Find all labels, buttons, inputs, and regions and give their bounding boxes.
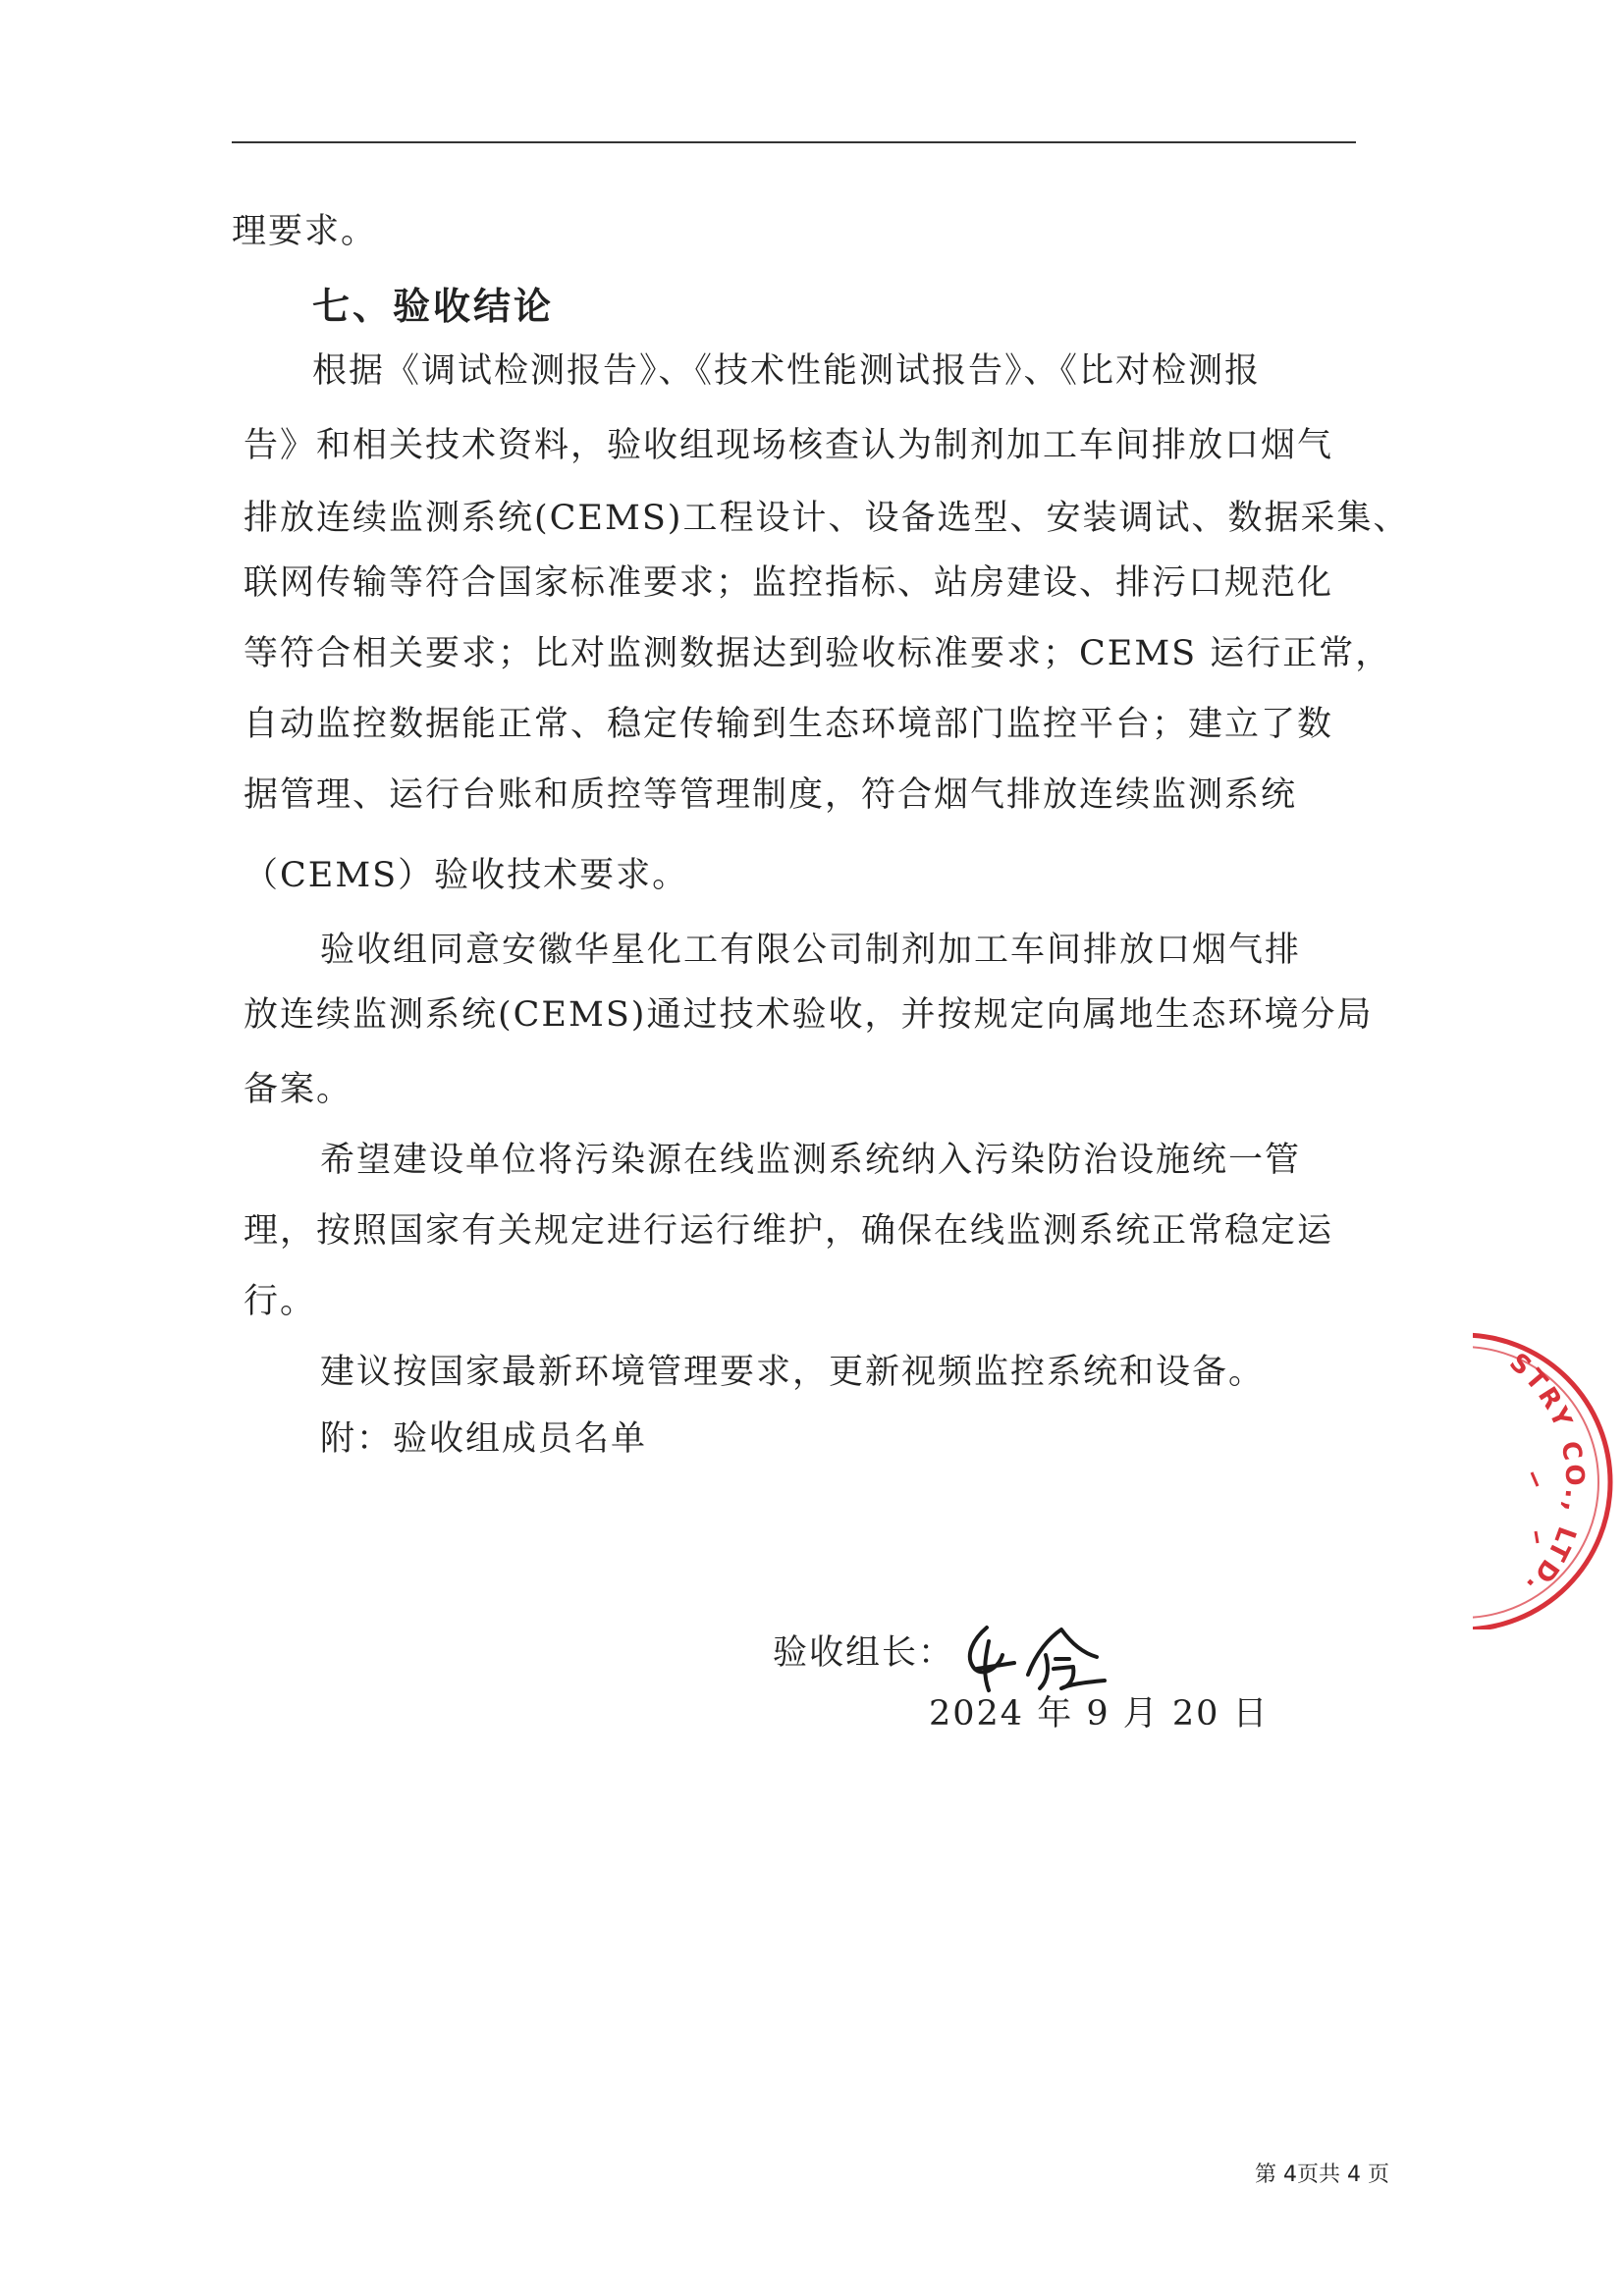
page-number: 第 4页共 4 页	[1255, 2163, 1389, 2187]
body-line-6: 等符合相关要求；比对监测数据达到验收标准要求；CEMS 运行正常，	[244, 634, 1392, 673]
company-seal	[1473, 1325, 1624, 1629]
signature-date: 2024 年 9 月 20 日	[929, 1694, 1270, 1734]
signature-block	[773, 1610, 1185, 1698]
body-line-17: 附：验收组成员名单	[320, 1419, 648, 1459]
body-line-7: 自动监控数据能正常、稳定传输到生态环境部门监控平台；建立了数	[244, 705, 1334, 744]
body-line-3: 告》和相关技术资料，验收组现场核查认为制剂加工车间排放口烟气	[244, 426, 1334, 465]
body-line-15: 行。	[244, 1282, 317, 1321]
body-line-10: 验收组同意安徽华星化工有限公司制剂加工车间排放口烟气排	[320, 931, 1302, 970]
svg-text:STRY CO., LTD.: STRY CO., LTD.	[1503, 1347, 1590, 1602]
body-line-12: 备案。	[244, 1070, 353, 1109]
body-line-16: 建议按国家最新环境管理要求，更新视频监控系统和设备。	[320, 1353, 1266, 1392]
body-line-2: 根据《调试检测报告》、《技术性能测试报告》、《比对检测报	[312, 351, 1262, 391]
body-line-5: 联网传输等符合国家标准要求；监控指标、站房建设、排污口规范化	[244, 563, 1334, 603]
handwritten-signature	[959, 1610, 1146, 1698]
body-line-13: 希望建设单位将污染源在线监测系统纳入污染防治设施统一管	[320, 1141, 1302, 1180]
header-rule	[232, 141, 1356, 143]
body-line-11: 放连续监测系统(CEMS)通过技术验收，并按规定向属地生态环境分局	[244, 995, 1374, 1035]
body-line-4: 排放连续监测系统(CEMS)工程设计、设备选型、安装调试、数据采集、	[244, 499, 1410, 538]
body-line-1: 理要求。	[232, 212, 378, 251]
signature-label: 验收组长：	[773, 1633, 955, 1673]
body-line-8: 据管理、运行台账和质控等管理制度，符合烟气排放连续监测系统	[244, 775, 1298, 815]
body-line-9: （CEMS）验收技术要求。	[244, 856, 689, 895]
section-heading: 七、验收结论	[312, 285, 555, 328]
body-line-14: 理，按照国家有关规定进行运行维护，确保在线监测系统正常稳定运	[244, 1211, 1334, 1251]
